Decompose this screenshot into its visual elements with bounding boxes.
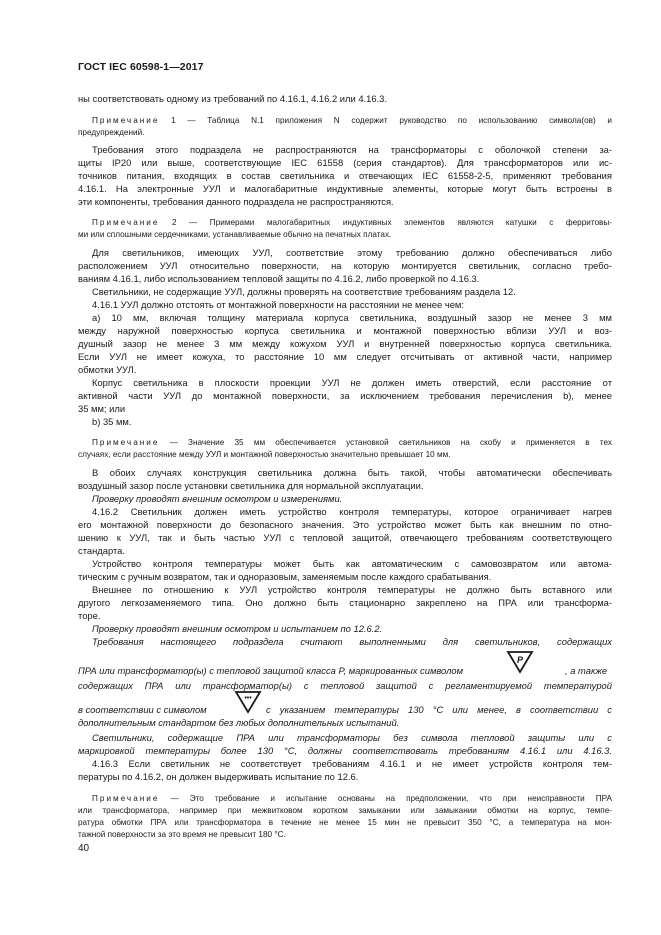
line-text: Светильники, содержащие ПРА или трансформаторы без символа тепловой защиты или с (92, 732, 612, 743)
text-line (78, 532, 612, 544)
line-text: Проверку проводят внешним осмотром и испытанием по 12.6.2. (92, 623, 383, 634)
text-line (78, 325, 612, 337)
thermal-protection-p-symbol (506, 650, 534, 674)
line-text: Корпус светильника в плоскости проекции УУЛ не должен иметь отверстий, если расстояние от (92, 377, 612, 388)
text-line (78, 680, 612, 692)
line-text: воздушный зазор после установки светильника для нормальной эксплуатации. (78, 480, 424, 491)
text-line (78, 351, 612, 363)
text-line (78, 170, 612, 182)
text-line (78, 93, 612, 105)
note-line (78, 829, 612, 841)
line-text: точников питания, входящих в состав светильника и отвечающих IEC 61558-2-5, применяют требования (78, 170, 612, 181)
text-line (78, 364, 612, 376)
line-text: случаях, если расстояние между УУЛ и монтажной поверхностью значительно превышает 10 мм. (78, 450, 451, 459)
text-line (78, 403, 612, 415)
text-line (92, 506, 612, 518)
line-text: щиты IP20 или выше, соответствующие IEC 61558 (серия стандартов). Для трансформаторов или ис- (78, 157, 612, 168)
thermal-protection-temperature-symbol (234, 690, 262, 714)
text-line (78, 704, 228, 716)
line-text: с указанием температуры 130 °С или менее, в соответствии с (266, 704, 612, 715)
line-text: активной части УУЛ до монтажной поверхности, за исключением требования перечисления b), менее (78, 390, 612, 401)
text-line (78, 196, 612, 208)
text-line (92, 636, 612, 648)
line-text: 4.16.2 Светильник должен иметь устройство контроля температуры, которое ограничивает нагрев (92, 506, 612, 517)
note-prefix: Примечание (92, 116, 160, 125)
text-line (78, 745, 612, 757)
line-text: ПРА или трансформатор(ы) с тепловой защитой класса P, маркированных символом (78, 665, 463, 676)
line-text: душный зазор не менее 3 мм между кожухом УУЛ и внутренней поверхностью корпуса светильника. (78, 338, 612, 349)
line-text: тажной поверхности за это время не превысит 180 °С. (78, 830, 286, 839)
text-line (78, 157, 612, 169)
text-line (92, 732, 612, 744)
line-text: тическим с ручным возвратом, так и одноразовым, заменяемым после каждого срабатывания. (78, 571, 492, 582)
line-text: ваниям 4.16.1, либо использованием тепловой защиты по 4.16.2, либо проверкой по 4.16.3. (78, 273, 480, 284)
text-line (78, 273, 612, 285)
note-line (92, 437, 612, 449)
text-line (92, 416, 612, 428)
line-text: Внешнее по отношению к УУЛ устройство контроля температуры не должно быть вставного или (92, 584, 612, 595)
line-text: пературы по 4.16.2, он должен выдерживать испытание по 12.6. (78, 771, 359, 782)
line-text: В обоих случаях конструкция светильника должна быть такой, чтобы автоматически обеспечивать (92, 467, 612, 478)
text-line (92, 286, 612, 298)
text-line (78, 571, 612, 583)
line-text: между наружной поверхностью корпуса светильника и монтажной поверхностью вблизи УУЛ и воз- (78, 325, 612, 336)
text-line (92, 493, 612, 505)
note-line (92, 793, 612, 805)
line-text: эти компоненты, требования данного подраздела не распространяются. (78, 196, 394, 207)
temp-symbol-label: ••• (244, 695, 252, 702)
line-text: предупреждений. (78, 128, 145, 137)
text-line (78, 597, 612, 609)
text-line (92, 584, 612, 596)
text-line (78, 260, 612, 272)
text-line (92, 247, 612, 259)
document-header: ГОСТ IEC 60598-1—2017 (78, 61, 204, 73)
line-text: b) 35 мм. (92, 416, 132, 427)
line-text: другого легкозаменяемого типа. Оно должно быть стационарно закреплено на ПРА или трансформа- (78, 597, 612, 608)
note-prefix: Примечание (92, 438, 160, 447)
text-line (565, 665, 612, 677)
text-line (92, 558, 612, 570)
line-text: ратура обмотки ПРА или трансформатора в течение не менее 15 мин не превысит 350 °С, а температура на мон- (78, 818, 612, 827)
text-line (92, 299, 612, 311)
line-text: Если УУЛ не имеет кожуха, то расстояние 10 мм следует отсчитывать от активной части, например (78, 351, 612, 362)
line-text: 4.16.1 УУЛ должно отстоять от монтажной поверхности на расстоянии не менее чем: (92, 299, 464, 310)
text-line (78, 183, 612, 195)
line-text: Требования этого подраздела не распространяются на трансформаторы с оболочкой степени за- (92, 144, 612, 155)
note-line (78, 449, 612, 461)
line-text: расположением УУЛ относительно поверхности, на которую монтируется светильник, согласно требо- (78, 260, 612, 271)
line-text: — Это требование и испытание основаны на предположении, что при неисправности ПРА (159, 794, 612, 803)
line-text: 4.16.1. На электронные УУЛ и малогабаритные индуктивные элементы, которые могут быть встроены в (78, 183, 612, 194)
note-line (78, 817, 612, 829)
line-text: , а также (565, 665, 608, 676)
text-line (92, 144, 612, 156)
line-text: 1 — Таблица N.1 приложения N содержит руководство по использованию символа(ов) и (159, 116, 612, 125)
note-line (78, 229, 612, 241)
text-line (78, 519, 612, 531)
line-text: его монтажной поверхности до безопасного значения. Это устройство может быть как внешним по отно- (78, 519, 612, 530)
line-text: 35 мм; или (78, 403, 126, 414)
line-text: ми или сплошными сердечниками, устанавливаемые обычно на печатных платах. (78, 230, 392, 239)
line-text: обмотки УУЛ. (78, 364, 137, 375)
text-line (78, 665, 490, 677)
line-text: Для светильников, имеющих УУЛ, соответствие этому требованию должно обеспечиваться либо (92, 247, 612, 258)
line-text: Светильники, не содержащие УУЛ, должны проверять на соответствие требованиям раздела 12. (92, 286, 516, 297)
line-text: Проверку проводят внешним осмотром и измерениями. (92, 493, 343, 504)
line-text: содержащих ПРА или трансформатор(ы) с тепловой защитой с регламентируемой температурой (78, 680, 612, 691)
text-line (92, 377, 612, 389)
line-text: в соответствии с символом (78, 704, 207, 715)
note-line (78, 805, 612, 817)
line-text: стандарта. (78, 545, 125, 556)
text-line (266, 704, 612, 716)
page-number: 40 (78, 843, 90, 854)
line-text: торе. (78, 610, 101, 621)
text-line (78, 717, 612, 729)
text-line (92, 623, 612, 635)
line-text: маркировкой температуры более 130 °С, должны соответствовать требованиям 4.16.1 или 4.16.3. (78, 745, 612, 756)
line-text: или трансформатора, например при межвитковом коротком замыкании или замыкании обмотки на корпус, темпе- (78, 806, 612, 815)
note-prefix: Примечание (92, 218, 160, 227)
line-text: Требования настоящего подраздела считают выполненными для светильников, содержащих (92, 636, 612, 647)
text-line (92, 312, 612, 324)
line-text: ны соответствовать одному из требований по 4.16.1, 4.16.2 или 4.16.3. (78, 93, 387, 104)
line-text: Устройство контроля температуры может быть как автоматическим с самовозвратом или автома- (92, 558, 612, 569)
text-line (92, 758, 612, 770)
line-text: дополнительным стандартом без любых дополнительных испытаний. (78, 717, 400, 728)
note-prefix: Примечание (92, 794, 160, 803)
text-line (78, 480, 612, 492)
p-symbol-label: P (516, 655, 524, 665)
note-line (92, 217, 612, 229)
text-line (92, 467, 612, 479)
text-line (78, 610, 612, 622)
text-line (78, 338, 612, 350)
line-text: 4.16.3 Если светильник не соответствует требованиям 4.16.1 и не имеет устройств контроля тем- (92, 758, 612, 769)
text-line (78, 545, 612, 557)
text-line (78, 390, 612, 402)
line-text: a) 10 мм, включая толщину материала корпуса светильника, воздушный зазор не менее 3 мм (92, 312, 612, 323)
line-text: шению к УУЛ, так и быть частью УУЛ с тепловой защитой, отвечающего требованиям соответствующего (78, 532, 612, 543)
note-line (78, 127, 612, 139)
text-line (78, 771, 612, 783)
line-text: 2 — Примерами малогабаритных индуктивных элементов являются катушки с ферритовы- (159, 218, 612, 227)
note-line (92, 115, 612, 127)
line-text: — Значение 35 мм обеспечивается установкой светильников на скобу и применяется в тех (159, 438, 612, 447)
